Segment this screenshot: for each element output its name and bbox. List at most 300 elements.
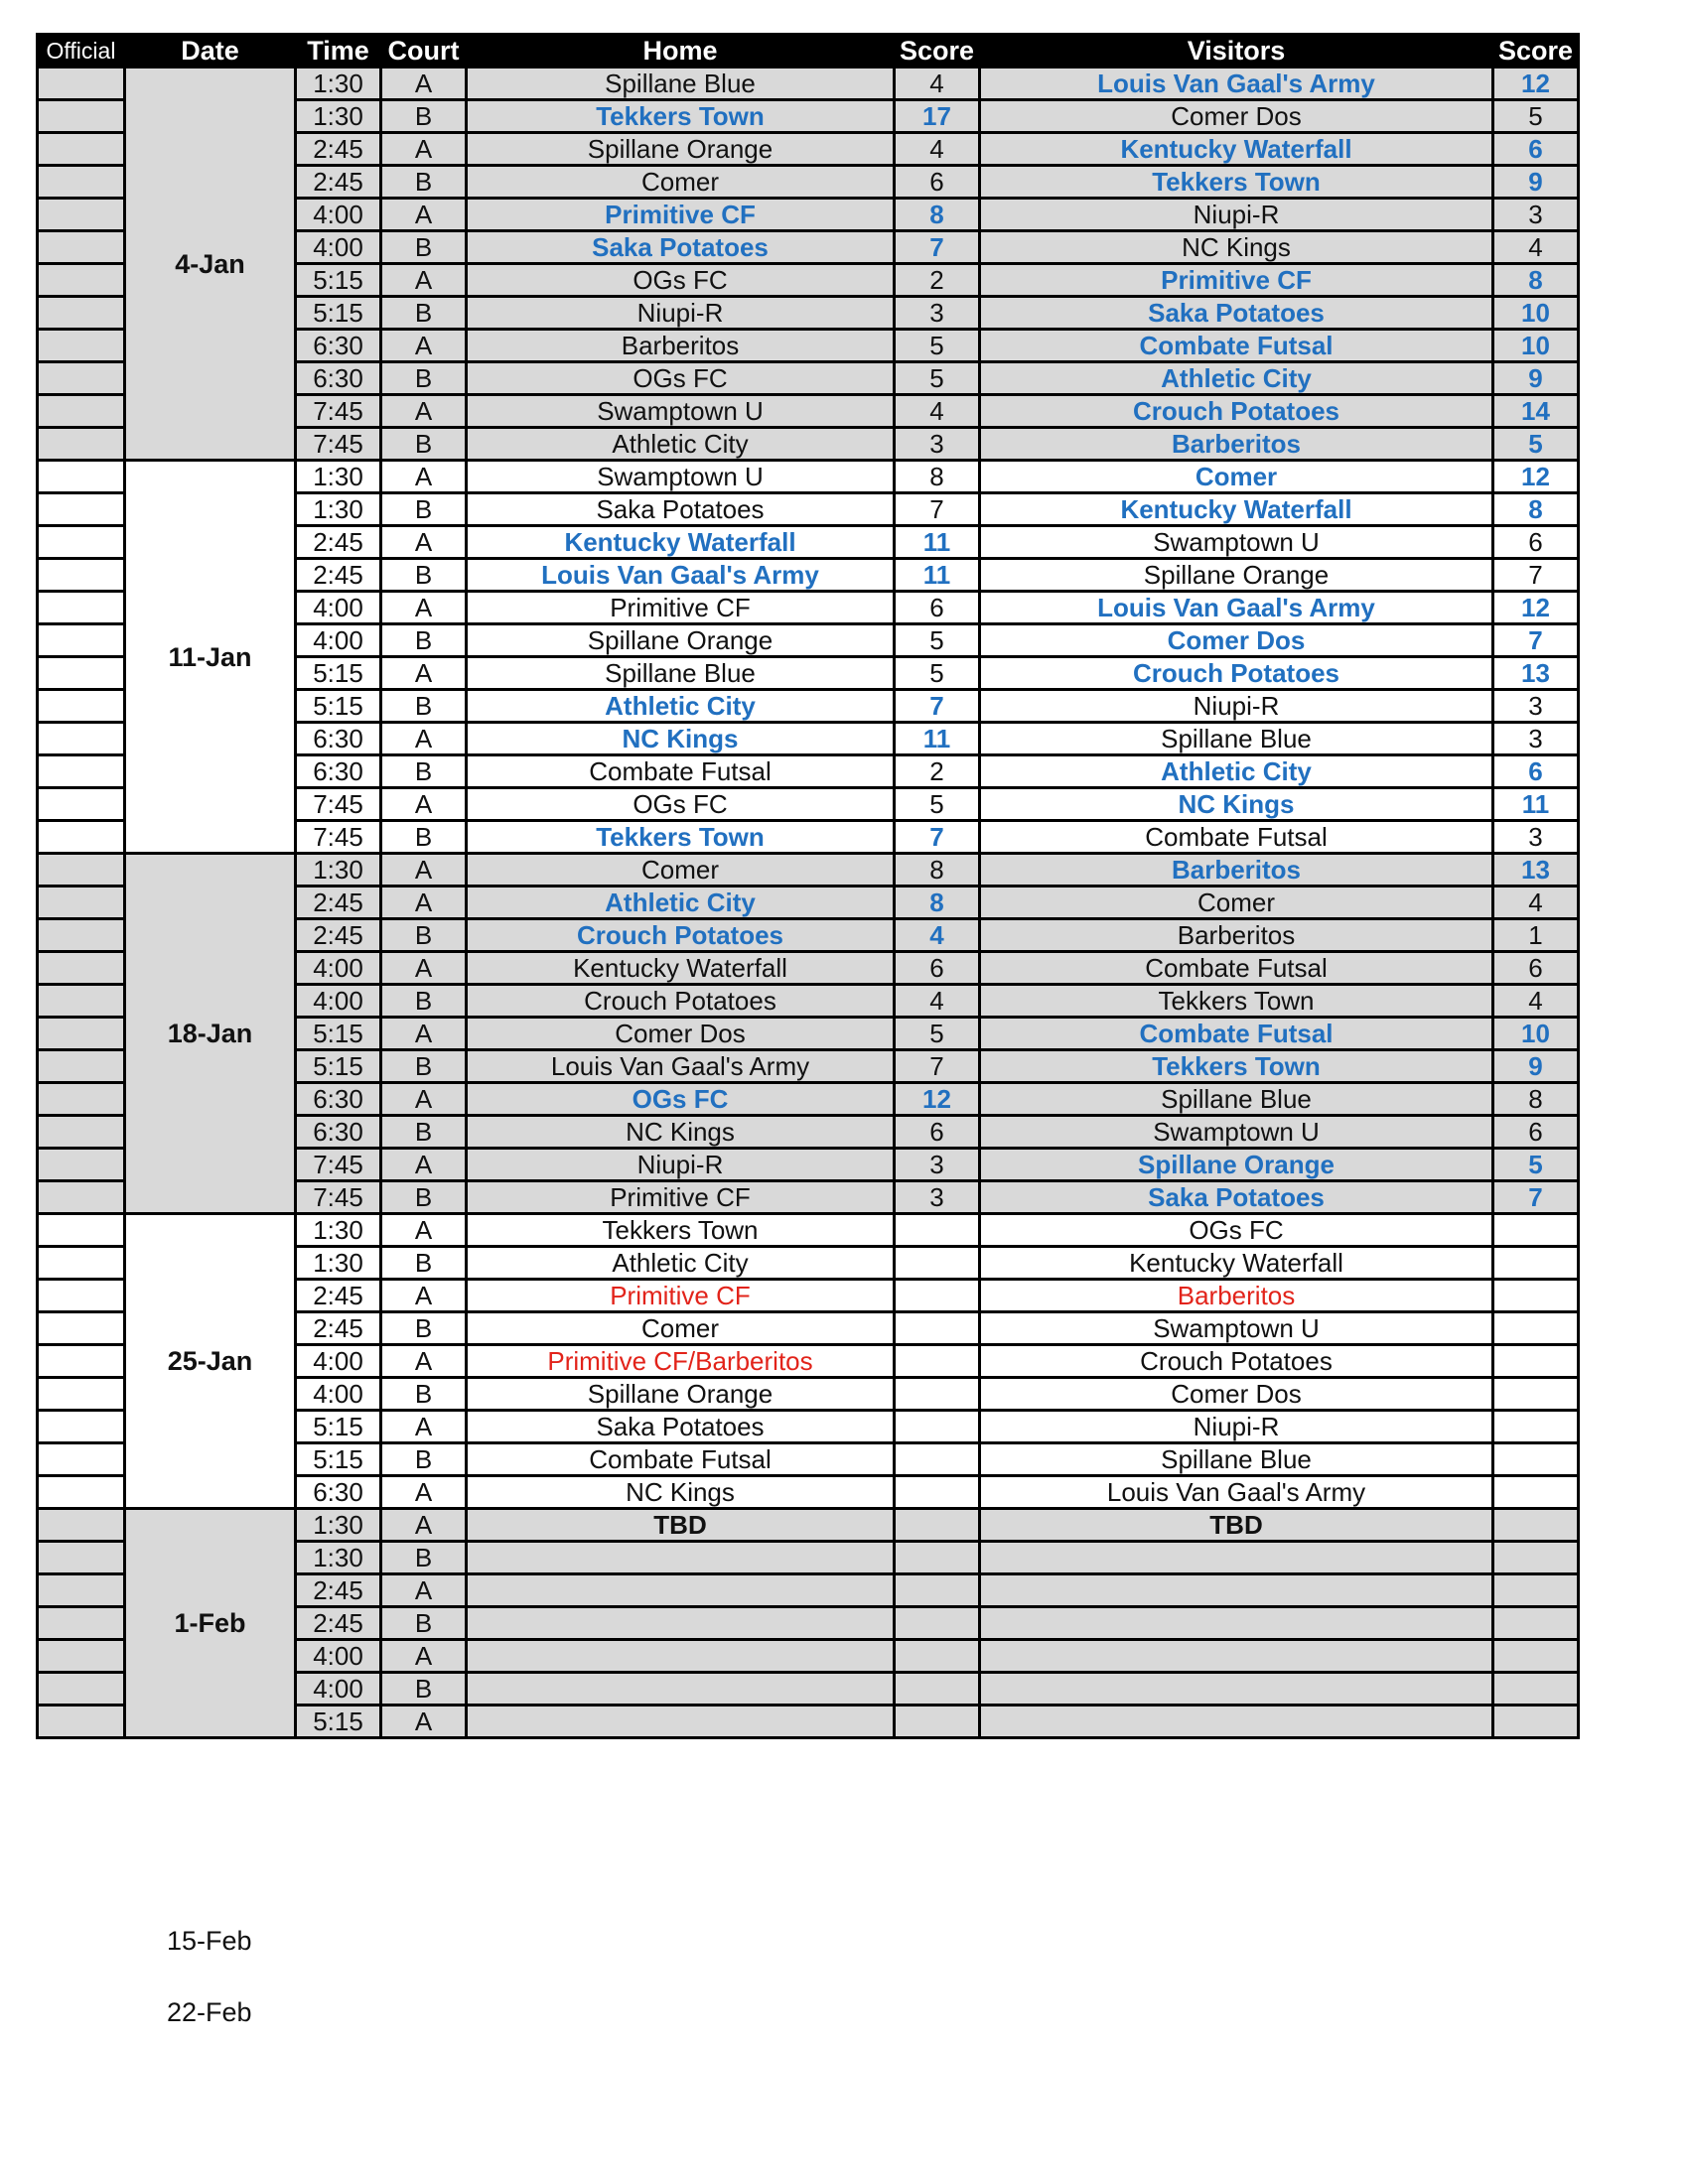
court-cell: B	[381, 1607, 467, 1640]
time-cell: 2:45	[296, 1312, 381, 1345]
visitor-score	[1493, 1542, 1579, 1574]
official-cell	[38, 264, 125, 297]
visitor-team: Barberitos	[980, 428, 1493, 461]
visitor-score: 3	[1493, 821, 1579, 854]
court-cell: B	[381, 362, 467, 395]
visitor-score: 7	[1493, 559, 1579, 592]
court-cell: A	[381, 133, 467, 166]
home-score: 3	[895, 1181, 980, 1214]
court-cell: B	[381, 1116, 467, 1149]
home-team: Athletic City	[467, 690, 895, 723]
visitor-score: 6	[1493, 133, 1579, 166]
official-cell	[38, 592, 125, 624]
visitor-score	[1493, 1706, 1579, 1738]
visitor-team: Spillane Blue	[980, 1083, 1493, 1116]
visitor-score	[1493, 1411, 1579, 1443]
home-team: Niupi-R	[467, 1149, 895, 1181]
visitor-team: Louis Van Gaal's Army	[980, 1476, 1493, 1509]
official-cell	[38, 461, 125, 493]
home-score: 7	[895, 231, 980, 264]
official-cell	[38, 297, 125, 330]
home-score: 7	[895, 690, 980, 723]
home-score	[895, 1378, 980, 1411]
visitor-team: TBD	[980, 1509, 1493, 1542]
visitor-score: 7	[1493, 624, 1579, 657]
home-team: NC Kings	[467, 723, 895, 755]
official-cell	[38, 133, 125, 166]
table-row	[38, 854, 1579, 887]
home-team: Swamptown U	[467, 395, 895, 428]
visitor-score: 14	[1493, 395, 1579, 428]
home-team: Kentucky Waterfall	[467, 952, 895, 985]
home-team: Crouch Potatoes	[467, 985, 895, 1018]
home-team: Kentucky Waterfall	[467, 526, 895, 559]
home-score	[895, 1312, 980, 1345]
home-score: 11	[895, 526, 980, 559]
visitor-team: Comer	[980, 461, 1493, 493]
home-team: Spillane Orange	[467, 133, 895, 166]
time-cell: 2:45	[296, 1574, 381, 1607]
visitor-score: 6	[1493, 526, 1579, 559]
time-cell: 4:00	[296, 231, 381, 264]
home-team: Spillane Blue	[467, 657, 895, 690]
home-score	[895, 1673, 980, 1706]
official-cell	[38, 1149, 125, 1181]
court-cell: A	[381, 1083, 467, 1116]
official-cell	[38, 788, 125, 821]
court-cell: A	[381, 330, 467, 362]
visitor-score: 10	[1493, 297, 1579, 330]
visitor-team: Niupi-R	[980, 199, 1493, 231]
official-cell	[38, 755, 125, 788]
home-score: 2	[895, 264, 980, 297]
home-score: 8	[895, 199, 980, 231]
official-cell	[38, 199, 125, 231]
home-score: 6	[895, 166, 980, 199]
home-team: Tekkers Town	[467, 1214, 895, 1247]
official-cell	[38, 657, 125, 690]
home-score: 5	[895, 1018, 980, 1050]
court-cell: A	[381, 723, 467, 755]
home-score: 4	[895, 919, 980, 952]
home-score: 6	[895, 592, 980, 624]
home-team: OGs FC	[467, 788, 895, 821]
official-cell	[38, 1018, 125, 1050]
home-team: Barberitos	[467, 330, 895, 362]
court-cell: B	[381, 166, 467, 199]
home-team: Combate Futsal	[467, 755, 895, 788]
home-team: Primitive CF	[467, 199, 895, 231]
visitor-score	[1493, 1476, 1579, 1509]
visitor-team: Barberitos	[980, 1280, 1493, 1312]
official-cell	[38, 1214, 125, 1247]
visitor-team: Crouch Potatoes	[980, 395, 1493, 428]
visitor-team	[980, 1574, 1493, 1607]
time-cell: 4:00	[296, 1640, 381, 1673]
header-date: Date	[125, 35, 296, 68]
home-score	[895, 1247, 980, 1280]
visitor-score	[1493, 1574, 1579, 1607]
visitor-team: Combate Futsal	[980, 330, 1493, 362]
time-cell: 7:45	[296, 395, 381, 428]
header-visitor-score: Score	[1493, 35, 1579, 68]
official-cell	[38, 1083, 125, 1116]
home-score	[895, 1345, 980, 1378]
home-score: 3	[895, 297, 980, 330]
official-cell	[38, 690, 125, 723]
visitor-team: Niupi-R	[980, 1411, 1493, 1443]
official-cell	[38, 1706, 125, 1738]
court-cell: A	[381, 1018, 467, 1050]
home-score	[895, 1280, 980, 1312]
home-score: 5	[895, 624, 980, 657]
visitor-team: Swamptown U	[980, 526, 1493, 559]
visitor-team: Athletic City	[980, 362, 1493, 395]
time-cell: 4:00	[296, 1673, 381, 1706]
visitor-score: 5	[1493, 1149, 1579, 1181]
court-cell: A	[381, 1574, 467, 1607]
court-cell: A	[381, 1706, 467, 1738]
official-cell	[38, 428, 125, 461]
visitor-team: Primitive CF	[980, 264, 1493, 297]
court-cell: A	[381, 526, 467, 559]
official-cell	[38, 1509, 125, 1542]
home-team: Saka Potatoes	[467, 231, 895, 264]
court-cell: B	[381, 1247, 467, 1280]
header-official: Official	[38, 35, 125, 68]
home-team: OGs FC	[467, 1083, 895, 1116]
visitor-team: Niupi-R	[980, 690, 1493, 723]
home-score	[895, 1443, 980, 1476]
court-cell: B	[381, 755, 467, 788]
date-cell: 25-Jan	[125, 1214, 296, 1509]
official-cell	[38, 1574, 125, 1607]
visitor-team: Spillane Blue	[980, 723, 1493, 755]
time-cell: 1:30	[296, 1509, 381, 1542]
table-row	[38, 1214, 1579, 1247]
official-cell	[38, 395, 125, 428]
official-cell	[38, 624, 125, 657]
time-cell: 5:15	[296, 690, 381, 723]
court-cell: A	[381, 1280, 467, 1312]
home-team: Comer	[467, 166, 895, 199]
table-row	[38, 1509, 1579, 1542]
header-visitors: Visitors	[980, 35, 1493, 68]
visitor-team: Crouch Potatoes	[980, 657, 1493, 690]
court-cell: A	[381, 788, 467, 821]
visitor-team: NC Kings	[980, 788, 1493, 821]
visitor-score	[1493, 1378, 1579, 1411]
home-team: Spillane Orange	[467, 624, 895, 657]
official-cell	[38, 68, 125, 100]
time-cell: 6:30	[296, 1083, 381, 1116]
visitor-score: 11	[1493, 788, 1579, 821]
visitor-score: 3	[1493, 690, 1579, 723]
time-cell: 2:45	[296, 166, 381, 199]
time-cell: 6:30	[296, 1116, 381, 1149]
visitor-score: 6	[1493, 755, 1579, 788]
home-score: 5	[895, 788, 980, 821]
court-cell: B	[381, 624, 467, 657]
home-team: OGs FC	[467, 362, 895, 395]
home-score: 11	[895, 559, 980, 592]
court-cell: B	[381, 985, 467, 1018]
court-cell: B	[381, 100, 467, 133]
date-cell: 18-Jan	[125, 854, 296, 1214]
court-cell: B	[381, 1181, 467, 1214]
visitor-team	[980, 1607, 1493, 1640]
visitor-team: Louis Van Gaal's Army	[980, 592, 1493, 624]
visitor-score: 10	[1493, 1018, 1579, 1050]
home-score: 4	[895, 133, 980, 166]
home-team: Louis Van Gaal's Army	[467, 1050, 895, 1083]
home-team	[467, 1574, 895, 1607]
header-time: Time	[296, 35, 381, 68]
court-cell: A	[381, 952, 467, 985]
time-cell: 7:45	[296, 821, 381, 854]
home-team: Tekkers Town	[467, 821, 895, 854]
time-cell: 4:00	[296, 199, 381, 231]
time-cell: 2:45	[296, 919, 381, 952]
official-cell	[38, 985, 125, 1018]
time-cell: 7:45	[296, 1181, 381, 1214]
home-team: Comer	[467, 854, 895, 887]
court-cell: B	[381, 559, 467, 592]
home-score: 7	[895, 821, 980, 854]
visitor-team: Comer Dos	[980, 100, 1493, 133]
table-row	[38, 461, 1579, 493]
home-team: Spillane Blue	[467, 68, 895, 100]
court-cell: B	[381, 231, 467, 264]
time-cell: 5:15	[296, 1706, 381, 1738]
official-cell	[38, 952, 125, 985]
visitor-score	[1493, 1443, 1579, 1476]
time-cell: 4:00	[296, 592, 381, 624]
home-score	[895, 1574, 980, 1607]
home-score	[895, 1706, 980, 1738]
official-cell	[38, 526, 125, 559]
time-cell: 5:15	[296, 657, 381, 690]
home-score: 8	[895, 461, 980, 493]
official-cell	[38, 1050, 125, 1083]
home-team	[467, 1706, 895, 1738]
court-cell: B	[381, 690, 467, 723]
time-cell: 1:30	[296, 1214, 381, 1247]
court-cell: A	[381, 657, 467, 690]
home-score: 6	[895, 952, 980, 985]
visitor-team: Swamptown U	[980, 1312, 1493, 1345]
visitor-score: 8	[1493, 1083, 1579, 1116]
home-score	[895, 1640, 980, 1673]
home-score: 4	[895, 68, 980, 100]
court-cell: B	[381, 1050, 467, 1083]
visitor-score: 6	[1493, 1116, 1579, 1149]
visitor-score: 3	[1493, 199, 1579, 231]
time-cell: 4:00	[296, 1345, 381, 1378]
visitor-team: Kentucky Waterfall	[980, 1247, 1493, 1280]
time-cell: 1:30	[296, 461, 381, 493]
home-team	[467, 1542, 895, 1574]
time-cell: 6:30	[296, 330, 381, 362]
extra-date: 22-Feb	[167, 1997, 252, 2027]
visitor-score: 12	[1493, 461, 1579, 493]
time-cell: 5:15	[296, 1411, 381, 1443]
visitor-score	[1493, 1673, 1579, 1706]
home-score	[895, 1476, 980, 1509]
home-team: NC Kings	[467, 1476, 895, 1509]
home-score	[895, 1607, 980, 1640]
visitor-score	[1493, 1312, 1579, 1345]
time-cell: 1:30	[296, 100, 381, 133]
official-cell	[38, 1378, 125, 1411]
visitor-team: Tekkers Town	[980, 985, 1493, 1018]
visitor-team: Kentucky Waterfall	[980, 493, 1493, 526]
home-team	[467, 1607, 895, 1640]
home-team: Saka Potatoes	[467, 1411, 895, 1443]
home-team: Athletic City	[467, 1247, 895, 1280]
time-cell: 7:45	[296, 428, 381, 461]
official-cell	[38, 723, 125, 755]
visitor-score	[1493, 1345, 1579, 1378]
home-team: Primitive CF	[467, 1280, 895, 1312]
home-score: 5	[895, 330, 980, 362]
time-cell: 2:45	[296, 559, 381, 592]
court-cell: B	[381, 1312, 467, 1345]
visitor-score: 7	[1493, 1181, 1579, 1214]
time-cell: 4:00	[296, 985, 381, 1018]
visitor-score: 5	[1493, 428, 1579, 461]
visitor-score: 4	[1493, 985, 1579, 1018]
visitor-score: 9	[1493, 1050, 1579, 1083]
official-cell	[38, 330, 125, 362]
visitor-team: Barberitos	[980, 854, 1493, 887]
home-team: Tekkers Town	[467, 100, 895, 133]
header-row	[38, 35, 1579, 68]
official-cell	[38, 919, 125, 952]
visitor-team: Athletic City	[980, 755, 1493, 788]
time-cell: 2:45	[296, 1280, 381, 1312]
visitor-team: Barberitos	[980, 919, 1493, 952]
home-score: 5	[895, 362, 980, 395]
date-cell: 1-Feb	[125, 1509, 296, 1738]
home-team: Swamptown U	[467, 461, 895, 493]
court-cell: A	[381, 1214, 467, 1247]
home-team: Niupi-R	[467, 297, 895, 330]
home-score: 3	[895, 1149, 980, 1181]
court-cell: A	[381, 1149, 467, 1181]
home-score	[895, 1509, 980, 1542]
official-cell	[38, 1476, 125, 1509]
visitor-score	[1493, 1509, 1579, 1542]
home-score: 7	[895, 1050, 980, 1083]
visitor-score: 4	[1493, 887, 1579, 919]
visitor-team: OGs FC	[980, 1214, 1493, 1247]
court-cell: A	[381, 1476, 467, 1509]
visitor-score	[1493, 1607, 1579, 1640]
home-team: Combate Futsal	[467, 1443, 895, 1476]
visitor-team	[980, 1706, 1493, 1738]
official-cell	[38, 1640, 125, 1673]
court-cell: B	[381, 1673, 467, 1706]
time-cell: 5:15	[296, 1443, 381, 1476]
official-cell	[38, 1181, 125, 1214]
time-cell: 4:00	[296, 1378, 381, 1411]
home-team: Spillane Orange	[467, 1378, 895, 1411]
visitor-team: Spillane Blue	[980, 1443, 1493, 1476]
time-cell: 1:30	[296, 68, 381, 100]
time-cell: 1:30	[296, 854, 381, 887]
court-cell: B	[381, 493, 467, 526]
visitor-score: 3	[1493, 723, 1579, 755]
home-score: 17	[895, 100, 980, 133]
official-cell	[38, 1312, 125, 1345]
visitor-score: 9	[1493, 362, 1579, 395]
home-score: 5	[895, 657, 980, 690]
court-cell: A	[381, 1345, 467, 1378]
time-cell: 5:15	[296, 1050, 381, 1083]
time-cell: 2:45	[296, 887, 381, 919]
home-team: Athletic City	[467, 428, 895, 461]
home-score: 3	[895, 428, 980, 461]
date-cell: 11-Jan	[125, 461, 296, 854]
court-cell: A	[381, 461, 467, 493]
home-score	[895, 1542, 980, 1574]
time-cell: 5:15	[296, 1018, 381, 1050]
official-cell	[38, 887, 125, 919]
official-cell	[38, 1345, 125, 1378]
home-team: Primitive CF	[467, 592, 895, 624]
court-cell: A	[381, 854, 467, 887]
home-score: 12	[895, 1083, 980, 1116]
visitor-score	[1493, 1214, 1579, 1247]
visitor-team: Tekkers Town	[980, 166, 1493, 199]
visitor-team: Spillane Orange	[980, 1149, 1493, 1181]
home-team: TBD	[467, 1509, 895, 1542]
court-cell: A	[381, 395, 467, 428]
official-cell	[38, 1443, 125, 1476]
time-cell: 2:45	[296, 526, 381, 559]
home-score: 7	[895, 493, 980, 526]
visitor-score: 8	[1493, 493, 1579, 526]
court-cell: A	[381, 68, 467, 100]
visitor-score: 6	[1493, 952, 1579, 985]
time-cell: 6:30	[296, 723, 381, 755]
home-team: Comer	[467, 1312, 895, 1345]
header-home: Home	[467, 35, 895, 68]
home-score	[895, 1214, 980, 1247]
court-cell: A	[381, 1411, 467, 1443]
visitor-team: Spillane Orange	[980, 559, 1493, 592]
official-cell	[38, 1542, 125, 1574]
time-cell: 2:45	[296, 1607, 381, 1640]
home-team	[467, 1673, 895, 1706]
visitor-team: Tekkers Town	[980, 1050, 1493, 1083]
court-cell: B	[381, 919, 467, 952]
time-cell: 7:45	[296, 1149, 381, 1181]
time-cell: 5:15	[296, 297, 381, 330]
visitor-score: 8	[1493, 264, 1579, 297]
header-home-score: Score	[895, 35, 980, 68]
official-cell	[38, 1411, 125, 1443]
visitor-team: NC Kings	[980, 231, 1493, 264]
date-cell: 4-Jan	[125, 68, 296, 461]
visitor-team: Saka Potatoes	[980, 297, 1493, 330]
time-cell: 4:00	[296, 624, 381, 657]
court-cell: A	[381, 592, 467, 624]
home-team: Athletic City	[467, 887, 895, 919]
official-cell	[38, 559, 125, 592]
court-cell: B	[381, 1378, 467, 1411]
